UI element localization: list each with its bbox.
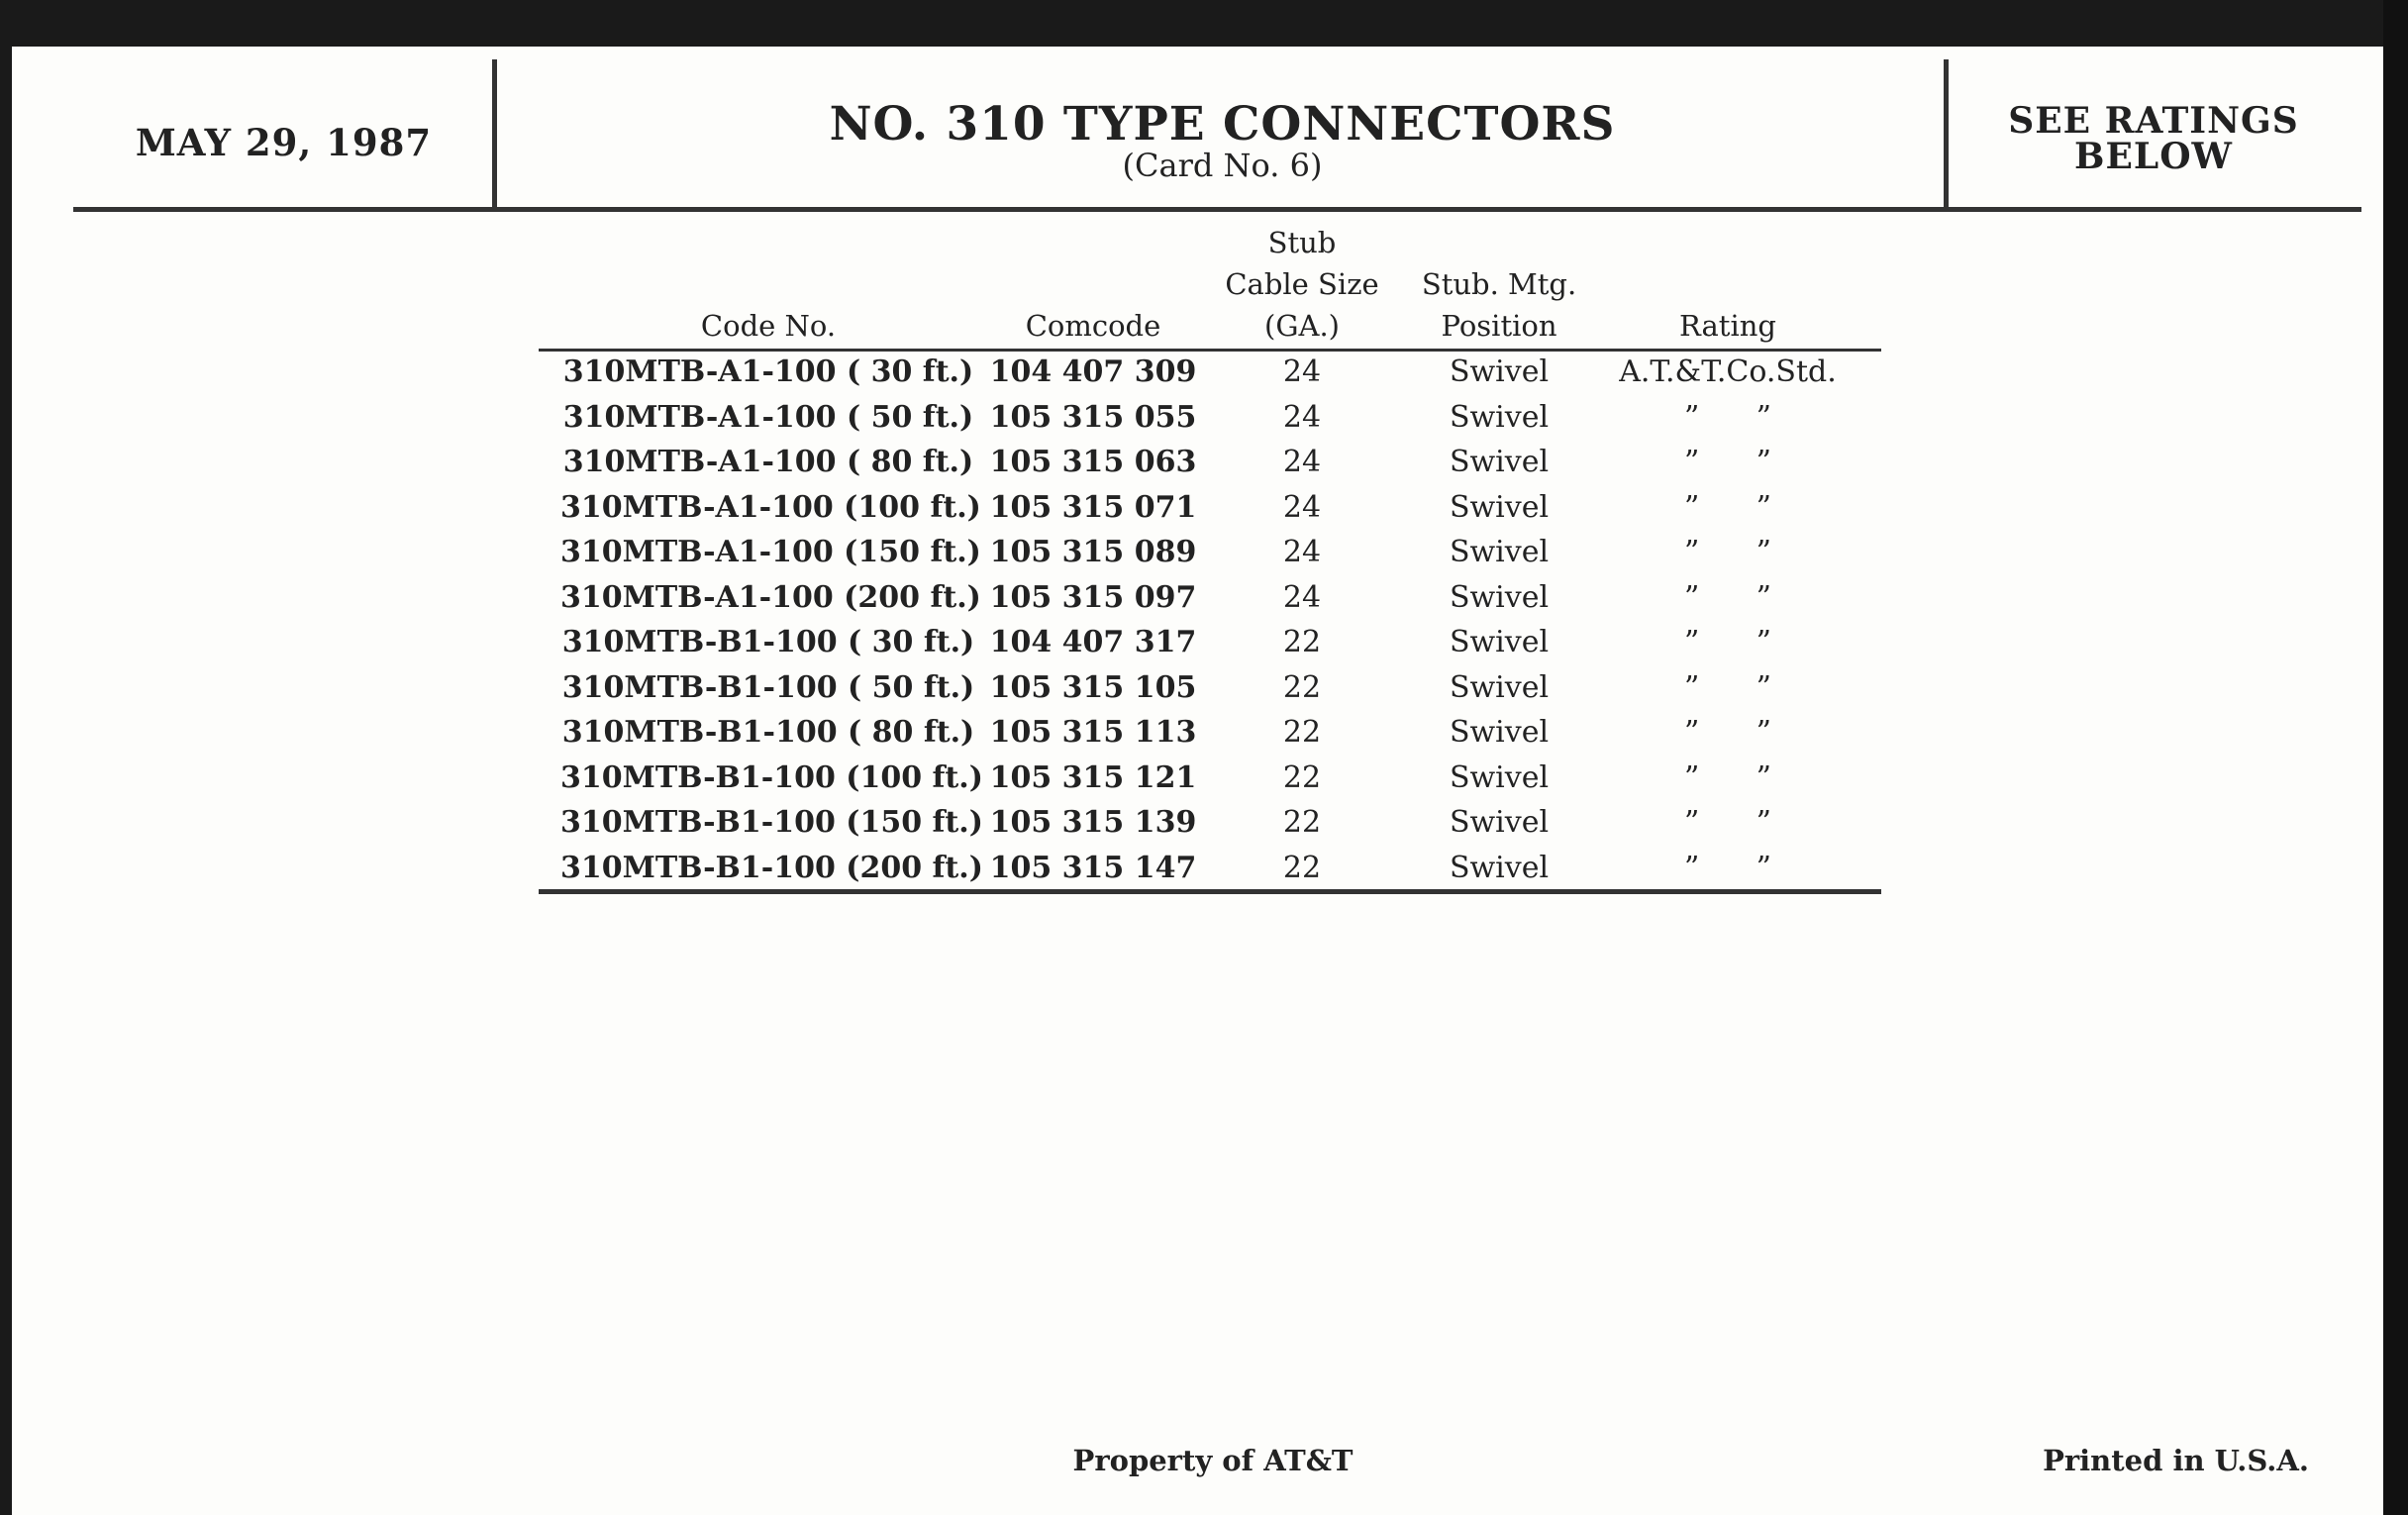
table-cell-code: 310MTB-A1-100 (200 ft.) (560, 579, 981, 615)
table-cell-cable: 22 (1282, 759, 1322, 795)
table-cell-rating: ” ” (1684, 850, 1771, 885)
table-cell-cable: 22 (1282, 669, 1322, 705)
ratings-note-line2: BELOW (2074, 136, 2233, 177)
table-cell-comcode: 105 315 105 (989, 669, 1197, 705)
table-cell-rating: ” ” (1684, 579, 1771, 615)
table-cell-rating: ” ” (1684, 625, 1771, 659)
table-cell-rating: A.T.&T.Co.Std. (1619, 354, 1837, 389)
table-cell-code: 310MTB-A1-100 ( 50 ft.) (562, 399, 974, 435)
table-cell-comcode: 105 315 055 (989, 399, 1197, 435)
table-cell-cable: 22 (1282, 805, 1322, 840)
table-cell-position: Swivel (1449, 399, 1550, 435)
table-cell-comcode: 104 407 309 (989, 354, 1197, 389)
table-cell-cable: 24 (1282, 535, 1322, 569)
table-bottom-rule (539, 889, 1881, 894)
table-cell-position: Swivel (1449, 669, 1550, 705)
table-cell-position: Swivel (1449, 715, 1550, 750)
table-cell-position: Swivel (1449, 535, 1550, 569)
table-cell-code: 310MTB-B1-100 (200 ft.) (560, 850, 983, 885)
table-cell-comcode: 104 407 317 (989, 625, 1197, 659)
table-cell-code: 310MTB-A1-100 ( 30 ft.) (562, 354, 974, 389)
scan-border (2383, 0, 2408, 1515)
table-cell-comcode: 105 315 139 (989, 805, 1197, 840)
table-cell-comcode: 105 315 147 (989, 850, 1197, 885)
table-cell-rating: ” ” (1684, 489, 1771, 525)
table-cell-rating: ” ” (1684, 535, 1771, 569)
table-cell-cable: 22 (1282, 715, 1322, 750)
table-cell-position: Swivel (1449, 759, 1550, 795)
table-cell-rating: ” ” (1684, 759, 1771, 795)
table-cell-code: 310MTB-A1-100 ( 80 ft.) (562, 445, 974, 479)
table-cell-cable: 22 (1282, 625, 1322, 659)
table-cell-position: Swivel (1449, 489, 1550, 525)
table-cell-cable: 24 (1282, 445, 1322, 479)
table-header-rule (539, 349, 1881, 352)
table-cell-comcode: 105 315 089 (989, 535, 1197, 569)
table-cell-position: Swivel (1449, 354, 1550, 389)
table-cell-position: Swivel (1449, 625, 1550, 659)
table-cell-position: Swivel (1449, 805, 1550, 840)
table-cell-rating: ” ” (1684, 805, 1771, 840)
column-header-comcode: Comcode (1025, 309, 1161, 343)
table-cell-rating: ” ” (1684, 445, 1771, 479)
table-cell-code: 310MTB-B1-100 ( 80 ft.) (561, 715, 975, 750)
table-cell-cable: 24 (1282, 354, 1322, 389)
column-header-cable: (GA.) (1264, 309, 1340, 343)
column-header-cable: Cable Size (1225, 267, 1379, 301)
table-cell-code: 310MTB-B1-100 (100 ft.) (560, 759, 983, 795)
card-subtitle: (Card No. 6) (1122, 147, 1323, 184)
column-header-position: Stub. Mtg. (1421, 267, 1577, 301)
table-cell-position: Swivel (1449, 850, 1550, 885)
header-divider (73, 207, 2361, 212)
table-cell-comcode: 105 315 063 (989, 445, 1197, 479)
table-cell-code: 310MTB-A1-100 (100 ft.) (560, 489, 981, 525)
table-cell-comcode: 105 315 113 (989, 715, 1197, 750)
table-cell-cable: 24 (1282, 489, 1322, 525)
table-cell-rating: ” ” (1684, 669, 1771, 705)
table-cell-code: 310MTB-A1-100 (150 ft.) (560, 535, 981, 569)
table-cell-rating: ” ” (1684, 715, 1771, 750)
card-date: MAY 29, 1987 (135, 121, 433, 164)
table-cell-position: Swivel (1449, 445, 1550, 479)
table-cell-cable: 22 (1282, 850, 1322, 885)
ratings-note (1951, 100, 2357, 177)
card-title: NO. 310 TYPE CONNECTORS (829, 97, 1616, 152)
ratings-note-line1: SEE RATINGS (2008, 100, 2299, 142)
table-cell-comcode: 105 315 071 (989, 489, 1197, 525)
column-header-code: Code No. (700, 309, 837, 343)
column-header-cable: Stub (1267, 226, 1337, 259)
table-cell-comcode: 105 315 121 (989, 759, 1197, 795)
column-header-rating: Rating (1679, 309, 1776, 343)
footer-printed: Printed in U.S.A. (2043, 1444, 2309, 1477)
table-cell-code: 310MTB-B1-100 ( 50 ft.) (561, 669, 975, 705)
table-cell-position: Swivel (1449, 579, 1550, 615)
table-cell-code: 310MTB-B1-100 ( 30 ft.) (561, 625, 975, 659)
table-cell-code: 310MTB-B1-100 (150 ft.) (560, 805, 983, 840)
table-cell-rating: ” ” (1684, 399, 1771, 435)
table-cell-comcode: 105 315 097 (989, 579, 1197, 615)
table-cell-cable: 24 (1282, 579, 1322, 615)
table-cell-cable: 24 (1282, 399, 1322, 435)
column-header-position: Position (1441, 309, 1557, 343)
footer-property: Property of AT&T (1072, 1444, 1354, 1477)
